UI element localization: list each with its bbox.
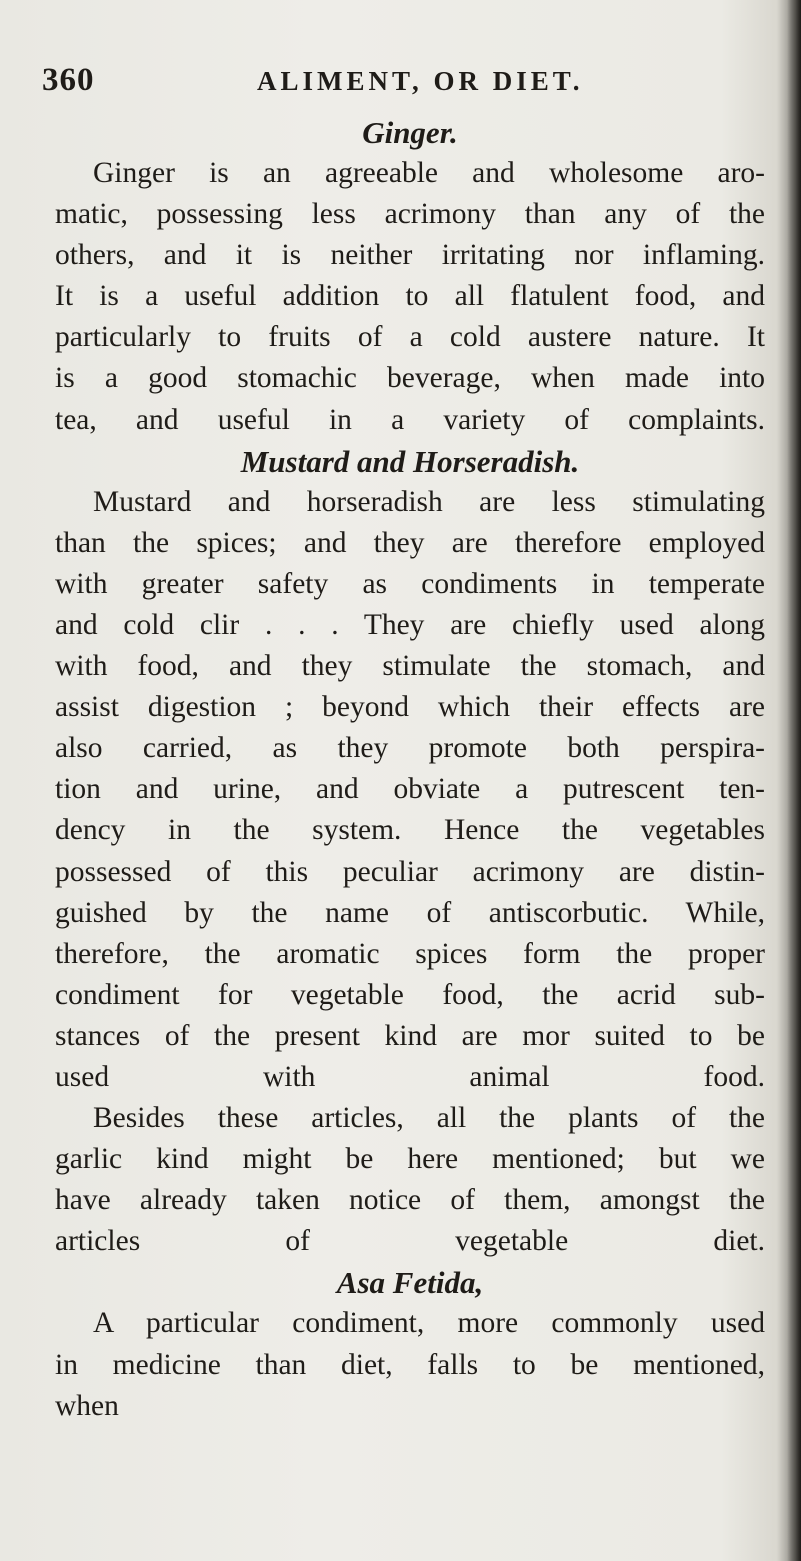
text-line: articles of vegetable diet.: [55, 1225, 765, 1258]
text-line: dency in the system. Hence the vegetables: [55, 814, 765, 847]
text-line: A particular condiment, more commonly used: [93, 1307, 765, 1340]
text-line: Mustard and horseradish are less stimulating: [93, 485, 765, 518]
text-line: is a good stomachic beverage, when made into: [55, 362, 765, 395]
text-line: also carried, as they promote both perspira-: [55, 732, 765, 765]
section-title-asa-fetida: Asa Fetida,: [336, 1265, 484, 1301]
text-body: [55, 112, 765, 1427]
text-line: than the spices; and they are therefore employed: [55, 526, 765, 559]
page-edge-shadow: [787, 0, 801, 1561]
text-line: tea, and useful in a variety of complaints.: [55, 403, 765, 436]
text-line: particularly to fruits of a cold austere nature. It: [55, 321, 765, 354]
text-line: with food, and they stimulate the stomach, and: [55, 650, 765, 683]
text-line: have already taken notice of them, amongst the: [55, 1184, 765, 1217]
text-line: guished by the name of antiscorbutic. While,: [55, 896, 765, 929]
paragraph-ginger: [55, 153, 765, 441]
section-title-mustard: Mustard and Horseradish.: [240, 443, 580, 479]
text-line: Besides these articles, all the plants of the: [93, 1102, 765, 1135]
text-line: garlic kind might be here mentioned; but we: [55, 1143, 765, 1176]
text-line: in medicine than diet, falls to be mentioned,: [55, 1348, 765, 1381]
paragraph-asa-fetida: [55, 1303, 765, 1426]
text-line: Ginger is an agreeable and wholesome aro-: [93, 157, 765, 189]
text-line: matic, possessing less acrimony than any of the: [55, 198, 765, 231]
text-line: condiment for vegetable food, the acrid sub-: [55, 978, 765, 1011]
page-number: 360: [42, 62, 95, 98]
text-line: with greater safety as condiments in temperate: [55, 567, 765, 600]
text-line: and cold clir . . . They are chiefly used along: [55, 608, 765, 641]
text-line: It is a useful addition to all flatulent food, and: [55, 280, 765, 313]
running-head: ALIMENT, OR DIET.: [257, 66, 584, 96]
paragraph-mustard: [55, 482, 765, 1098]
section-title-ginger: Ginger.: [362, 115, 458, 150]
text-line: used with animal food.: [55, 1060, 765, 1093]
text-line: stances of the present kind are mor suited to be: [55, 1019, 765, 1052]
page-header: [42, 62, 762, 102]
catchword: when: [55, 1389, 119, 1422]
text-line: therefore, the aromatic spices form the proper: [55, 937, 765, 970]
text-line: assist digestion ; beyond which their effects are: [55, 691, 765, 724]
text-line: others, and it is neither irritating nor inflaming.: [55, 239, 765, 272]
paragraph-garlic: [55, 1098, 765, 1262]
text-line: possessed of this peculiar acrimony are distin-: [55, 855, 765, 888]
text-line: tion and urine, and obviate a putrescent ten-: [55, 773, 765, 806]
